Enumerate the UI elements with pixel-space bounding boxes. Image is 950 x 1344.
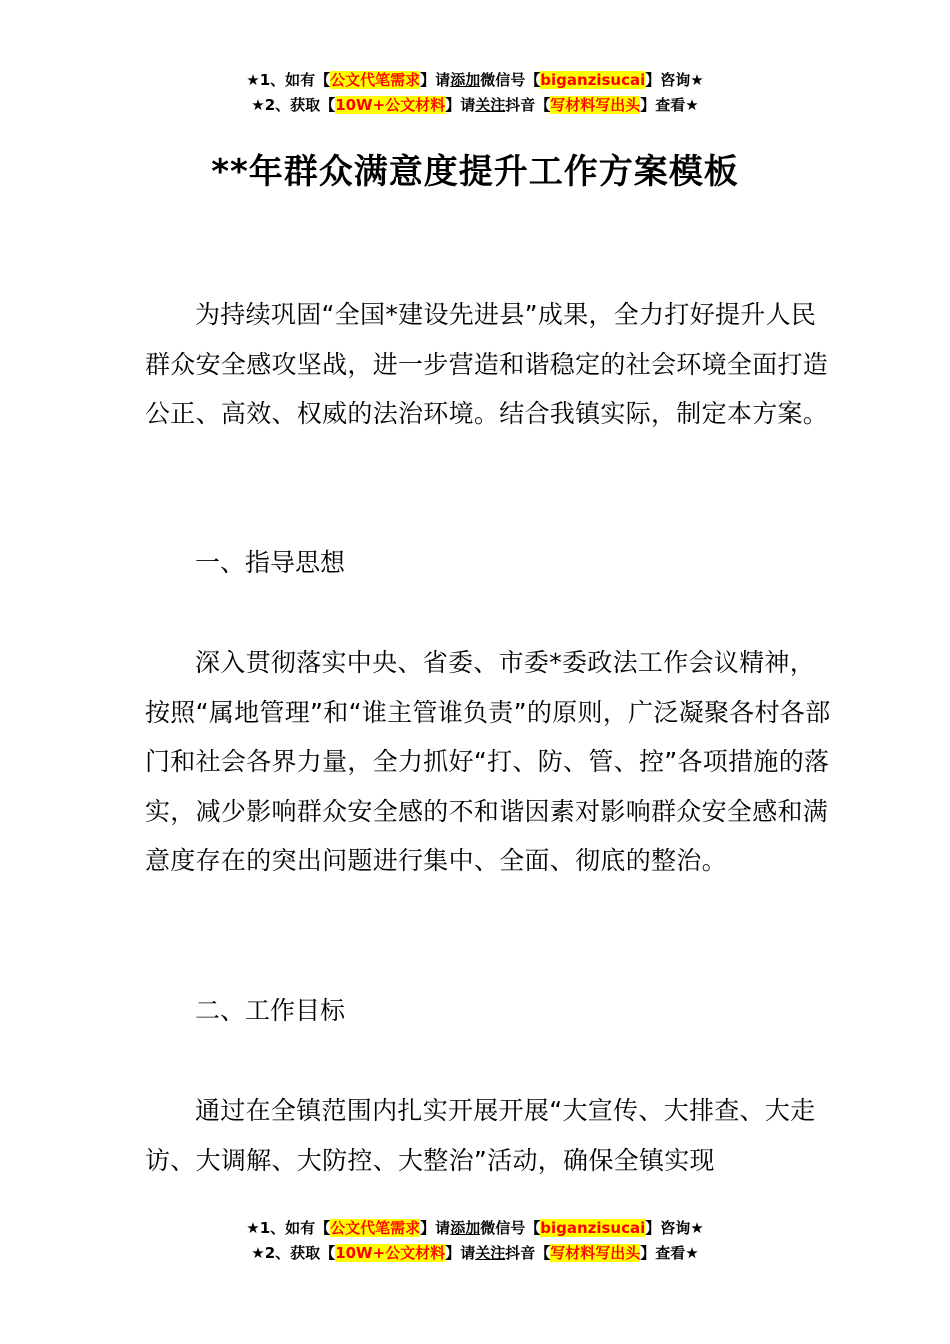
section-heading-work-goals bbox=[145, 986, 835, 1036]
banner-text: 抖音【 bbox=[505, 1244, 551, 1262]
banner-text: ★2、获取【 bbox=[251, 1244, 336, 1262]
banner-text: 】咨询★ bbox=[645, 1219, 704, 1237]
banner-text: 微信号【 bbox=[480, 1219, 541, 1237]
section-heading-guiding-ideology bbox=[145, 538, 835, 588]
banner-highlight: 10W+公文材料 bbox=[335, 96, 446, 114]
banner-douyin-id: 写材料写出头 bbox=[550, 96, 641, 114]
banner-text: 微信号【 bbox=[480, 71, 541, 89]
footer-banner bbox=[0, 1216, 950, 1266]
banner-text: 】请 bbox=[445, 96, 476, 114]
banner-underline-text: 添加 bbox=[450, 71, 481, 89]
banner-highlight: 公文代笔需求 bbox=[330, 1219, 421, 1237]
banner-text: 】咨询★ bbox=[645, 71, 704, 89]
banner-text: 】查看★ bbox=[640, 96, 699, 114]
document-title: **年群众满意度提升工作方案模板 bbox=[211, 152, 739, 192]
section2-paragraph: 通过在全镇范围内扎实开展开展“大宣传、大排查、大走访、大调解、大防控、大整治”活动，确保全镇实现 bbox=[145, 1096, 816, 1175]
banner-line-1 bbox=[0, 68, 950, 93]
banner-text: ★1、如有【 bbox=[246, 71, 331, 89]
banner-text: 抖音【 bbox=[505, 96, 551, 114]
banner-text: 】查看★ bbox=[640, 1244, 699, 1262]
banner-wechat-id: biganzisucai bbox=[540, 71, 646, 89]
banner-text: 】请 bbox=[420, 71, 451, 89]
header-banner bbox=[0, 68, 950, 118]
intro-paragraph: 为持续巩固“全国*建设先进县”成果，全力打好提升人民群众安全感攻坚战，进一步营造和谐稳定的社会环境全面打造公正、高效、权威的法治环境。结合我镇实际，制定本方案。 bbox=[145, 300, 829, 428]
banner-underline-text: 关注 bbox=[475, 1244, 506, 1262]
banner-text: 】请 bbox=[445, 1244, 476, 1262]
banner-highlight: 10W+公文材料 bbox=[335, 1244, 446, 1262]
banner-underline-text: 添加 bbox=[450, 1219, 481, 1237]
banner-douyin-id: 写材料写出头 bbox=[550, 1244, 641, 1262]
banner-text: ★1、如有【 bbox=[246, 1219, 331, 1237]
banner-text: ★2、获取【 bbox=[251, 96, 336, 114]
banner-underline-text: 关注 bbox=[475, 96, 506, 114]
banner-line-2 bbox=[0, 93, 950, 118]
banner-line-1 bbox=[0, 1216, 950, 1241]
banner-line-2 bbox=[0, 1241, 950, 1266]
section-heading-text: 一、指导思想 bbox=[195, 548, 346, 577]
banner-text: 】请 bbox=[420, 1219, 451, 1237]
section1-paragraph: 深入贯彻落实中央、省委、市委*委政法工作会议精神，按照“属地管理”和“谁主管谁负责”的原则，广泛凝聚各村各部门和社会各界力量，全力抓好“打、防、管、控”各项措施的落实，减少影响群众安全感的不和谐因素对影响群众安全感和满意度存在的突出问题进行集中、全面、彻底的整治。 bbox=[145, 648, 831, 875]
section-heading-text: 二、工作目标 bbox=[195, 996, 346, 1025]
banner-wechat-id: biganzisucai bbox=[540, 1219, 646, 1237]
banner-highlight: 公文代笔需求 bbox=[330, 71, 421, 89]
